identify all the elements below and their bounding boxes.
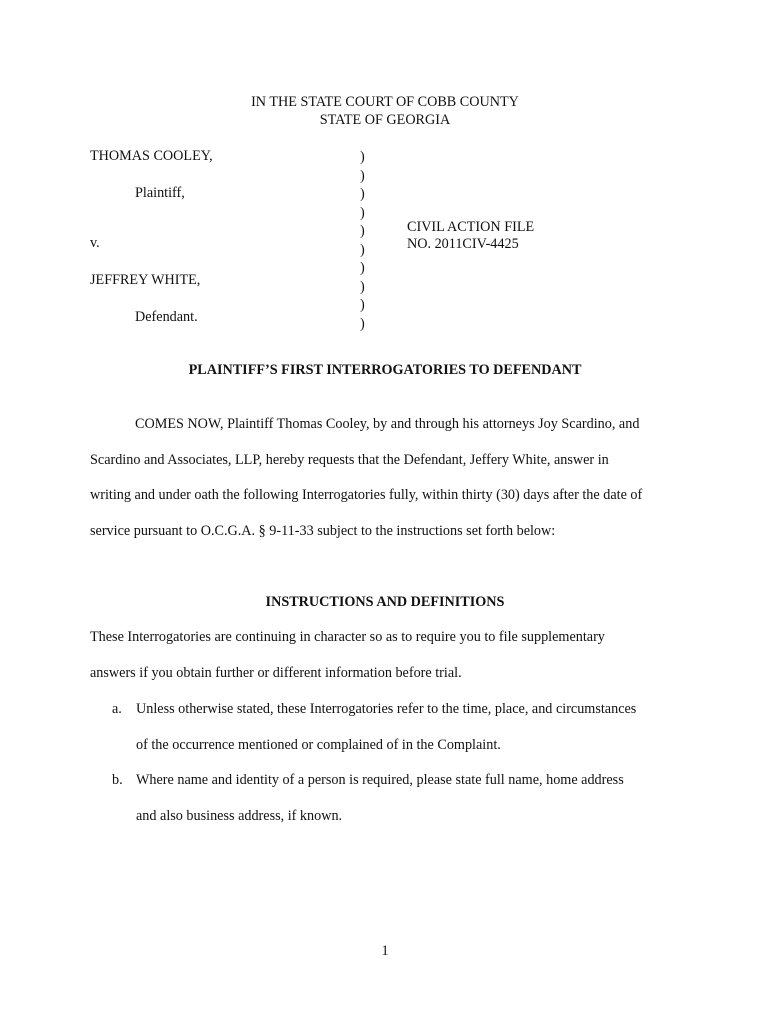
versus: v. [90, 235, 100, 251]
defendant-role: Defendant. [135, 309, 198, 325]
intro-line: writing and under oath the following Interrogatories fully, within thirty (30) days after the date of [90, 487, 643, 503]
caption-paren: ) [360, 186, 365, 202]
plaintiff-name: THOMAS COOLEY, [90, 148, 213, 164]
instructions-line: answers if you obtain further or different information before trial. [90, 665, 462, 681]
instructions-line: These Interrogatories are continuing in character so as to require you to file supplementary [90, 629, 605, 645]
court-name: IN THE STATE COURT OF COBB COUNTY [251, 94, 519, 110]
caption-paren: ) [360, 278, 365, 295]
caption-paren: ) [360, 204, 365, 221]
intro-line: COMES NOW, Plaintiff Thomas Cooley, by and through his attorneys Joy Scardino, and [135, 416, 640, 432]
plaintiff-role: Plaintiff, [135, 185, 185, 201]
caption-paren-column [360, 148, 372, 333]
civil-action-label: CIVIL ACTION FILE [407, 219, 535, 235]
intro-line: service pursuant to O.C.G.A. § 9-11-33 subject to the instructions set forth below: [90, 523, 556, 539]
caption-paren: ) [360, 260, 365, 276]
case-number: NO. 2011CIV-4425 [407, 236, 519, 252]
list-item-text: of the occurrence mentioned or complained of in the Complaint. [136, 737, 501, 753]
page-number: 1 [381, 943, 389, 959]
instructions-heading: INSTRUCTIONS AND DEFINITIONS [265, 594, 505, 610]
defendant-name: JEFFREY WHITE, [90, 272, 201, 288]
caption-paren: ) [360, 223, 365, 239]
list-item-text: and also business address, if known. [136, 808, 343, 824]
intro-line: Scardino and Associates, LLP, hereby requests that the Defendant, Jeffery White, answer in [90, 452, 609, 468]
caption-paren: ) [360, 149, 365, 165]
caption-paren: ) [360, 167, 365, 184]
caption-paren: ) [360, 297, 365, 313]
list-marker: b. [112, 772, 123, 788]
list-marker: a. [112, 701, 122, 717]
list-item-text: Unless otherwise stated, these Interrogatories refer to the time, place, and circumstances [136, 701, 637, 717]
list-item-text: Where name and identity of a person is required, please state full name, home address [136, 772, 624, 788]
court-state: STATE OF GEORGIA [319, 112, 451, 128]
document-title: PLAINTIFF’S FIRST INTERROGATORIES TO DEFENDANT [188, 362, 582, 378]
caption-paren: ) [360, 315, 365, 332]
caption-paren: ) [360, 241, 365, 258]
